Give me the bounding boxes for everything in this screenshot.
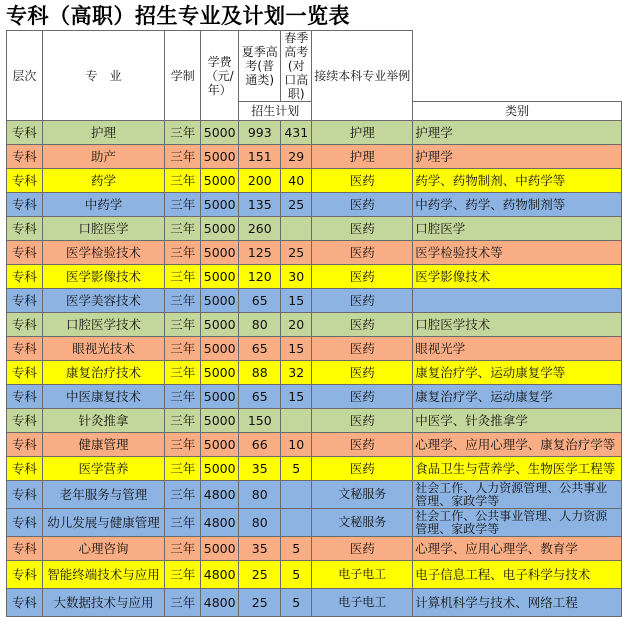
cell-summer-plan: 35 <box>239 537 281 561</box>
cell-level: 专科 <box>7 589 43 617</box>
cell-duration: 三年 <box>165 217 201 241</box>
cell-major: 健康管理 <box>42 433 165 457</box>
cell-category: 医药 <box>312 289 413 313</box>
cell-spring-plan: 15 <box>281 337 312 361</box>
cell-spring-plan: 15 <box>281 385 312 409</box>
table-row <box>7 433 622 457</box>
cell-fee: 5000 <box>201 537 239 561</box>
cell-fee: 5000 <box>201 121 239 145</box>
table-header <box>7 31 622 121</box>
cell-bachelor: 心理学、应用心理学、教育学 <box>413 537 622 561</box>
cell-category: 医药 <box>312 337 413 361</box>
table-row <box>7 337 622 361</box>
cell-major: 针灸推拿 <box>42 409 165 433</box>
cell-bachelor: 眼视光学 <box>413 337 622 361</box>
cell-fee: 5000 <box>201 337 239 361</box>
table-row <box>7 121 622 145</box>
cell-level: 专科 <box>7 121 43 145</box>
cell-duration: 三年 <box>165 289 201 313</box>
cell-summer-plan: 120 <box>239 265 281 289</box>
cell-category: 文秘服务 <box>312 481 413 509</box>
cell-duration: 三年 <box>165 385 201 409</box>
cell-category: 医药 <box>312 193 413 217</box>
table-row <box>7 145 622 169</box>
cell-major: 医学检验技术 <box>42 241 165 265</box>
cell-bachelor: 康复治疗学、运动康复学 <box>413 385 622 409</box>
cell-category: 医药 <box>312 217 413 241</box>
cell-bachelor: 电子信息工程、电子科学与技术 <box>413 561 622 589</box>
cell-bachelor <box>413 289 622 313</box>
cell-category: 医药 <box>312 265 413 289</box>
cell-spring-plan: 32 <box>281 361 312 385</box>
cell-category: 护理 <box>312 121 413 145</box>
table-row <box>7 169 622 193</box>
cell-duration: 三年 <box>165 265 201 289</box>
cell-level: 专科 <box>7 265 43 289</box>
cell-duration: 三年 <box>165 409 201 433</box>
cell-bachelor: 心理学、应用心理学、康复治疗学等 <box>413 433 622 457</box>
cell-duration: 三年 <box>165 241 201 265</box>
cell-spring-plan: 10 <box>281 433 312 457</box>
cell-fee: 4800 <box>201 589 239 617</box>
cell-summer-plan: 80 <box>239 481 281 509</box>
header-plan: 招生计划 <box>239 102 312 121</box>
cell-summer-plan: 66 <box>239 433 281 457</box>
cell-spring-plan: 5 <box>281 589 312 617</box>
header-fee: 学费（元/年） <box>201 31 239 121</box>
cell-category: 医药 <box>312 361 413 385</box>
cell-level: 专科 <box>7 561 43 589</box>
header-category: 类别 <box>413 102 622 121</box>
cell-spring-plan: 5 <box>281 561 312 589</box>
cell-bachelor: 医学检验技术等 <box>413 241 622 265</box>
cell-level: 专科 <box>7 385 43 409</box>
cell-summer-plan: 25 <box>239 589 281 617</box>
cell-duration: 三年 <box>165 337 201 361</box>
cell-fee: 5000 <box>201 217 239 241</box>
cell-major: 中药学 <box>42 193 165 217</box>
table-row <box>7 289 622 313</box>
cell-summer-plan: 65 <box>239 385 281 409</box>
cell-bachelor: 食品卫生与营养学、生物医学工程等 <box>413 457 622 481</box>
cell-spring-plan: 29 <box>281 145 312 169</box>
cell-major: 康复治疗技术 <box>42 361 165 385</box>
cell-duration: 三年 <box>165 481 201 509</box>
cell-fee: 5000 <box>201 265 239 289</box>
cell-spring-plan: 25 <box>281 241 312 265</box>
cell-level: 专科 <box>7 193 43 217</box>
cell-fee: 5000 <box>201 409 239 433</box>
table-row <box>7 509 622 537</box>
cell-spring-plan <box>281 409 312 433</box>
cell-level: 专科 <box>7 537 43 561</box>
cell-category: 电子电工 <box>312 561 413 589</box>
cell-level: 专科 <box>7 409 43 433</box>
cell-summer-plan: 151 <box>239 145 281 169</box>
cell-fee: 5000 <box>201 193 239 217</box>
cell-bachelor: 社会工作、公共事业管理、人力资源管理、家政学等 <box>413 509 622 537</box>
cell-summer-plan: 260 <box>239 217 281 241</box>
cell-spring-plan: 431 <box>281 121 312 145</box>
cell-level: 专科 <box>7 481 43 509</box>
cell-category: 电子电工 <box>312 589 413 617</box>
cell-bachelor: 护理学 <box>413 145 622 169</box>
cell-duration: 三年 <box>165 509 201 537</box>
cell-bachelor: 护理学 <box>413 121 622 145</box>
cell-summer-plan: 35 <box>239 457 281 481</box>
cell-spring-plan <box>281 481 312 509</box>
cell-bachelor: 口腔医学技术 <box>413 313 622 337</box>
table-row <box>7 361 622 385</box>
cell-bachelor: 中医学、针灸推拿学 <box>413 409 622 433</box>
cell-duration: 三年 <box>165 561 201 589</box>
cell-level: 专科 <box>7 433 43 457</box>
cell-summer-plan: 80 <box>239 509 281 537</box>
cell-summer-plan: 993 <box>239 121 281 145</box>
cell-major: 心理咨询 <box>42 537 165 561</box>
cell-duration: 三年 <box>165 121 201 145</box>
cell-major: 药学 <box>42 169 165 193</box>
cell-category: 护理 <box>312 145 413 169</box>
cell-fee: 5000 <box>201 241 239 265</box>
cell-level: 专科 <box>7 241 43 265</box>
cell-bachelor: 计算机科学与技术、网络工程 <box>413 589 622 617</box>
cell-bachelor: 药学、药物制剂、中药学等 <box>413 169 622 193</box>
cell-category: 文秘服务 <box>312 509 413 537</box>
cell-fee: 5000 <box>201 361 239 385</box>
cell-spring-plan <box>281 217 312 241</box>
cell-summer-plan: 150 <box>239 409 281 433</box>
cell-major: 幼儿发展与健康管理 <box>42 509 165 537</box>
cell-fee: 5000 <box>201 313 239 337</box>
cell-major: 口腔医学 <box>42 217 165 241</box>
header-level: 层次 <box>7 31 43 121</box>
page-title: 专科（高职）招生专业及计划一览表 <box>6 4 350 28</box>
cell-major: 医学影像技术 <box>42 265 165 289</box>
cell-major: 助产 <box>42 145 165 169</box>
cell-level: 专科 <box>7 509 43 537</box>
table-row <box>7 193 622 217</box>
table-row <box>7 481 622 509</box>
table-row <box>7 265 622 289</box>
cell-level: 专科 <box>7 457 43 481</box>
cell-category: 医药 <box>312 457 413 481</box>
header-major: 专 业 <box>42 31 165 121</box>
cell-duration: 三年 <box>165 145 201 169</box>
cell-bachelor: 医学影像技术 <box>413 265 622 289</box>
table-row <box>7 589 622 617</box>
cell-duration: 三年 <box>165 433 201 457</box>
table-row <box>7 561 622 589</box>
header-summer: 夏季高考(普通类) <box>239 31 281 102</box>
table-row <box>7 217 622 241</box>
cell-level: 专科 <box>7 289 43 313</box>
cell-fee: 5000 <box>201 145 239 169</box>
cell-bachelor: 口腔医学 <box>413 217 622 241</box>
cell-summer-plan: 80 <box>239 313 281 337</box>
cell-category: 医药 <box>312 241 413 265</box>
enrollment-plan-table <box>6 30 622 617</box>
table-row <box>7 537 622 561</box>
cell-fee: 4800 <box>201 561 239 589</box>
cell-major: 老年服务与管理 <box>42 481 165 509</box>
cell-duration: 三年 <box>165 361 201 385</box>
cell-spring-plan: 40 <box>281 169 312 193</box>
cell-fee: 5000 <box>201 289 239 313</box>
cell-summer-plan: 88 <box>239 361 281 385</box>
table-row <box>7 409 622 433</box>
table-row <box>7 457 622 481</box>
cell-summer-plan: 200 <box>239 169 281 193</box>
cell-spring-plan: 20 <box>281 313 312 337</box>
cell-summer-plan: 135 <box>239 193 281 217</box>
header-duration: 学制 <box>165 31 201 121</box>
cell-fee: 5000 <box>201 433 239 457</box>
cell-summer-plan: 25 <box>239 561 281 589</box>
cell-spring-plan: 5 <box>281 537 312 561</box>
cell-bachelor: 社会工作、人力资源管理、公共事业管理、家政学等 <box>413 481 622 509</box>
table-row <box>7 313 622 337</box>
cell-category: 医药 <box>312 409 413 433</box>
cell-spring-plan: 15 <box>281 289 312 313</box>
cell-fee: 4800 <box>201 509 239 537</box>
cell-level: 专科 <box>7 337 43 361</box>
cell-duration: 三年 <box>165 193 201 217</box>
header-spring: 春季高考(对口高职) <box>281 31 312 102</box>
cell-major: 中医康复技术 <box>42 385 165 409</box>
cell-spring-plan: 25 <box>281 193 312 217</box>
cell-level: 专科 <box>7 361 43 385</box>
cell-level: 专科 <box>7 313 43 337</box>
cell-major: 护理 <box>42 121 165 145</box>
header-bachelor: 接续本科专业举例 <box>312 31 413 121</box>
cell-summer-plan: 125 <box>239 241 281 265</box>
cell-major: 口腔医学技术 <box>42 313 165 337</box>
cell-fee: 5000 <box>201 457 239 481</box>
cell-major: 眼视光技术 <box>42 337 165 361</box>
cell-duration: 三年 <box>165 589 201 617</box>
table-row <box>7 241 622 265</box>
cell-major: 智能终端技术与应用 <box>42 561 165 589</box>
cell-category: 医药 <box>312 433 413 457</box>
cell-level: 专科 <box>7 169 43 193</box>
cell-category: 医药 <box>312 537 413 561</box>
cell-summer-plan: 65 <box>239 337 281 361</box>
table-body <box>7 121 622 617</box>
cell-level: 专科 <box>7 145 43 169</box>
table-row <box>7 385 622 409</box>
cell-category: 医药 <box>312 169 413 193</box>
cell-bachelor: 中药学、药学、药物制剂等 <box>413 193 622 217</box>
cell-duration: 三年 <box>165 537 201 561</box>
cell-duration: 三年 <box>165 169 201 193</box>
cell-category: 医药 <box>312 385 413 409</box>
cell-fee: 5000 <box>201 169 239 193</box>
cell-summer-plan: 65 <box>239 289 281 313</box>
cell-major: 大数据技术与应用 <box>42 589 165 617</box>
cell-bachelor: 康复治疗学、运动康复学等 <box>413 361 622 385</box>
cell-spring-plan: 5 <box>281 457 312 481</box>
cell-spring-plan <box>281 509 312 537</box>
cell-duration: 三年 <box>165 313 201 337</box>
cell-fee: 4800 <box>201 481 239 509</box>
cell-duration: 三年 <box>165 457 201 481</box>
cell-level: 专科 <box>7 217 43 241</box>
cell-major: 医学美容技术 <box>42 289 165 313</box>
cell-fee: 5000 <box>201 385 239 409</box>
cell-major: 医学营养 <box>42 457 165 481</box>
cell-spring-plan: 30 <box>281 265 312 289</box>
cell-category: 医药 <box>312 313 413 337</box>
